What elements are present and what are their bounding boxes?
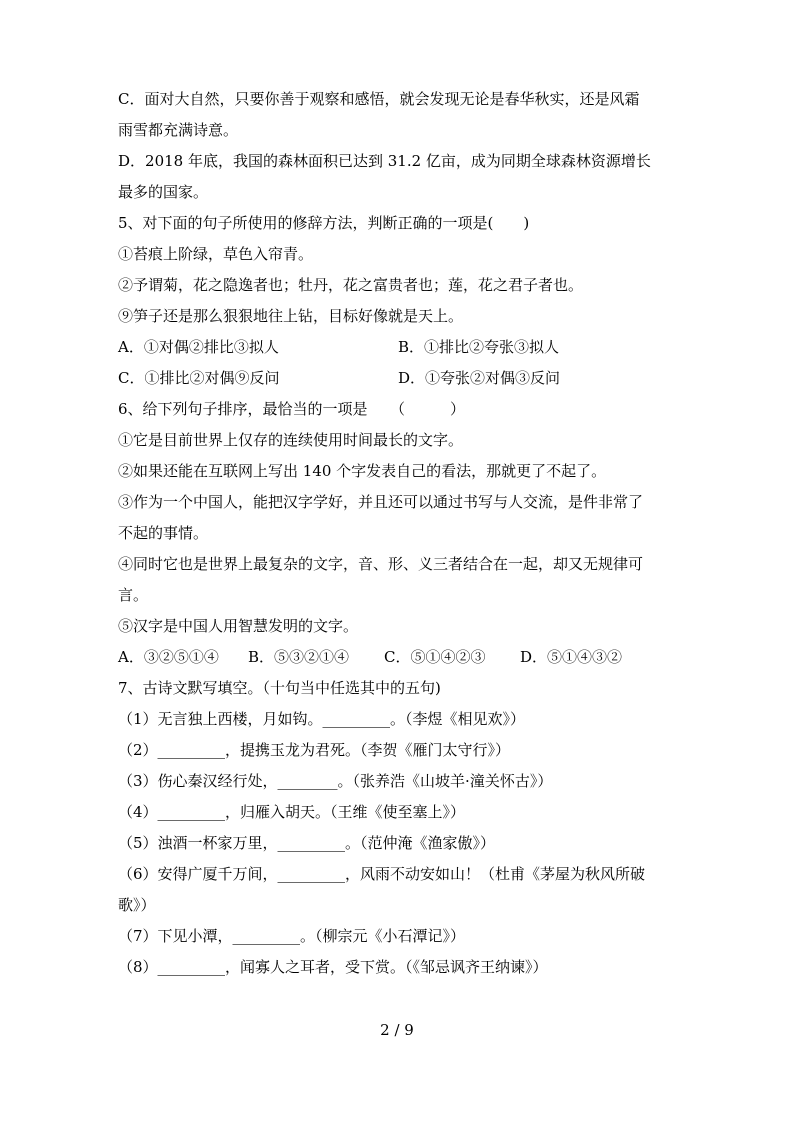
page-number: 2 / 9: [380, 1021, 414, 1039]
q6-option-d: D．⑤①④③②: [520, 648, 623, 666]
page-content: [118, 84, 678, 983]
q6-options-row: [118, 642, 678, 673]
q6-sentence-3-line2: 不起的事情。: [118, 524, 209, 542]
q6-option-c: C．⑤①④②③: [384, 648, 486, 666]
q7-item-7: （7）下见小潭，_________。（柳宗元《小石潭记》）: [118, 927, 466, 945]
q7-item-6-line1: （6）安得广厦千万间，_________，风雨不动安如山！（杜甫《茅屋为秋风所破: [118, 865, 646, 883]
q5-option-b: B．①排比②夸张③拟人: [398, 338, 560, 356]
q5-stem: 5、对下面的句子所使用的修辞方法，判断正确的一项是( ): [118, 214, 530, 232]
q5-sentence-1: ①苔痕上阶绿，草色入帘青。: [118, 245, 314, 263]
q7-item-5: （5）浊酒一杯家万里，_________。（范仲淹《渔家傲》）: [118, 834, 496, 852]
q7-item-8: （8）_________，闻寡人之耳者，受下赏。（《邹忌讽齐王纳谏》）: [118, 958, 548, 976]
q5-option-c: C．①排比②对偶⑨反问: [118, 369, 280, 387]
q4-option-d-line2: 最多的国家。: [118, 183, 209, 201]
q6-sentence-4-line2: 言。: [118, 586, 149, 604]
q4-option-c-line2: 雨雪都充满诗意。: [118, 121, 239, 139]
q6-option-a: A．③②⑤①④: [118, 648, 219, 666]
q7-item-6-line2: 歌》）: [118, 896, 156, 914]
q5-options-row-2: [118, 363, 678, 394]
q5-option-a: A．①对偶②排比③拟人: [118, 338, 279, 356]
q5-sentence-2: ②予谓菊，花之隐逸者也；牡丹，花之富贵者也；莲，花之君子者也。: [118, 276, 584, 294]
q5-options-row-1: [118, 332, 678, 363]
q6-sentence-4-line1: ④同时它也是世界上最复杂的文字，音、形、义三者结合在一起，却又无规律可: [118, 555, 644, 573]
q6-sentence-1: ①它是目前世界上仅存的连续使用时间最长的文字。: [118, 431, 464, 449]
q6-stem: 6、给下列句子排序，最恰当的一项是 （ ）: [118, 400, 466, 418]
q6-sentence-2: ②如果还能在互联网上写出 140 个字发表自己的看法，那就更了不起了。: [118, 462, 607, 480]
q4-option-d-line1: D．2018 年底，我国的森林面积已达到 31.2 亿亩，成为同期全球森林资源增长: [118, 152, 651, 170]
q4-option-c-line1: C．面对大自然，只要你善于观察和感悟，就会发现无论是春华秋实，还是风霜: [118, 90, 640, 108]
q7-item-3: （3）伤心秦汉经行处，________。（张养浩《山坡羊·潼关怀古》）: [118, 772, 553, 790]
q5-option-d: D．①夸张②对偶③反问: [398, 369, 561, 387]
q7-stem: 7、古诗文默写填空。（十句当中任选其中的五句): [118, 679, 441, 697]
q6-option-b: B．⑤③②①④: [248, 648, 350, 666]
q7-item-2: （2）_________，提携玉龙为君死。（李贺《雁门太守行》）: [118, 741, 511, 759]
q5-sentence-3: ⑨笋子还是那么狠狠地往上钻，目标好像就是天上。: [118, 307, 464, 325]
q6-sentence-5: ⑤汉字是中国人用智慧发明的文字。: [118, 617, 359, 635]
q7-item-1: （1）无言独上西楼，月如钩。_________。（李煜《相见欢》）: [118, 710, 526, 728]
q7-item-4: （4）_________，归雁入胡天。（王维《使至塞上》）: [118, 803, 466, 821]
q6-sentence-3-line1: ③作为一个中国人，能把汉字学好，并且还可以通过书写与人交流，是件非常了: [118, 493, 644, 511]
